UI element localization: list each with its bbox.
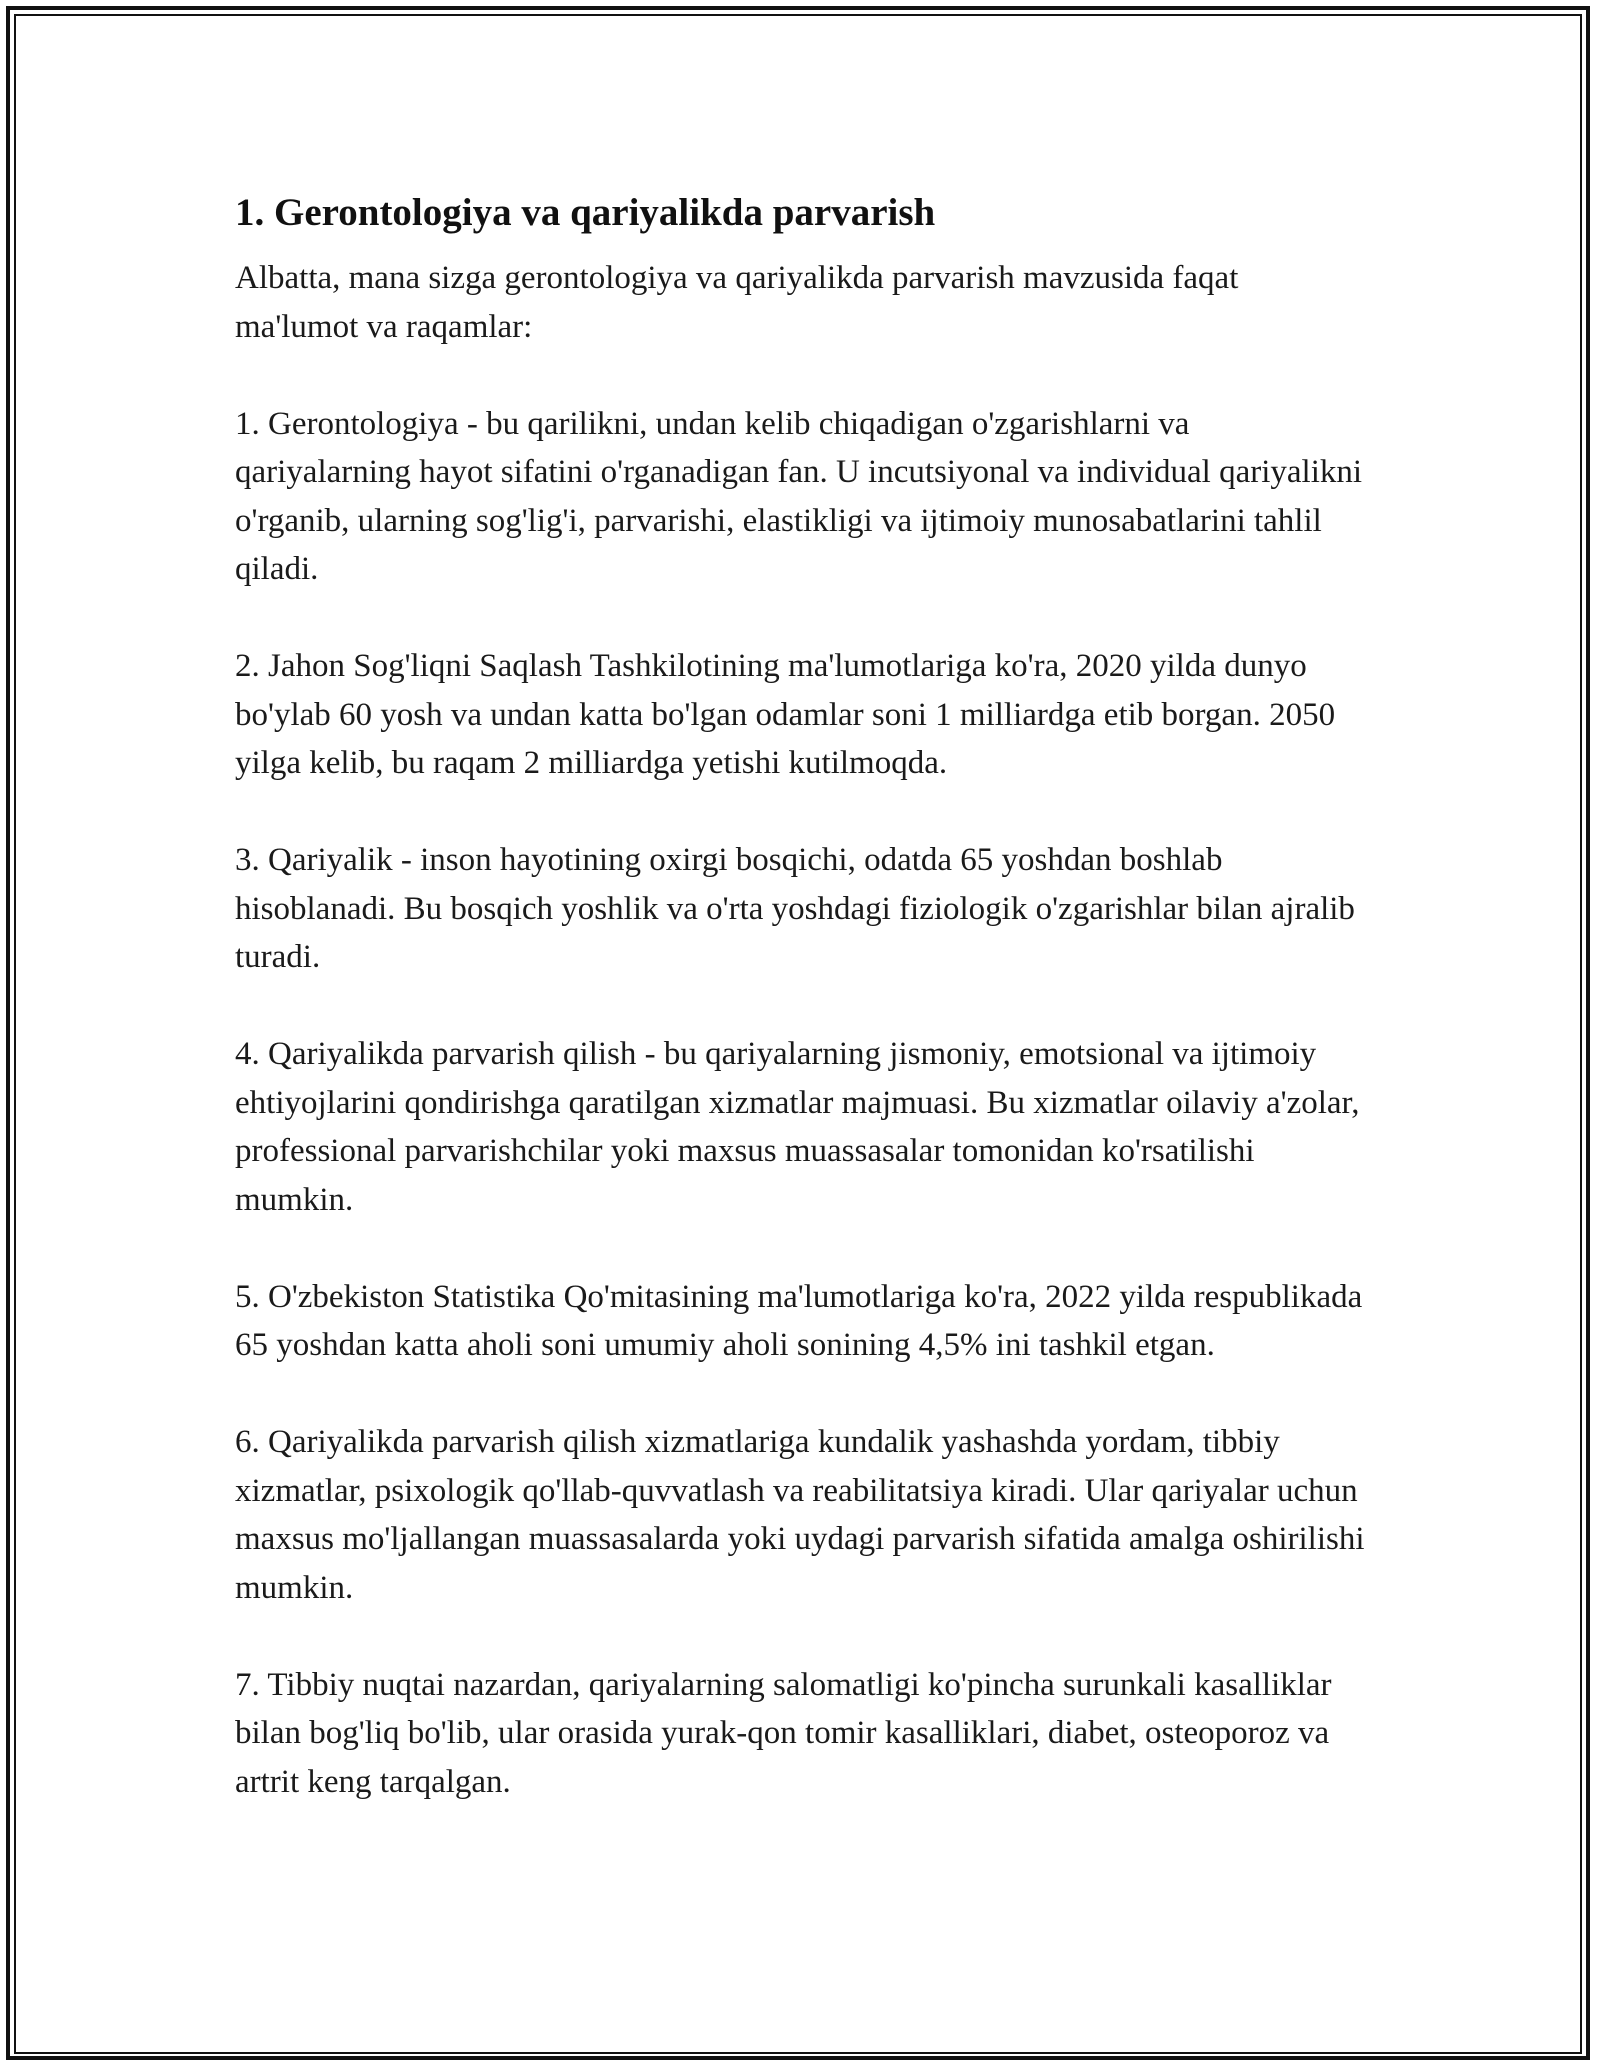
document-body <box>235 186 1365 1855</box>
list-item-7: 7. Tibbiy nuqtai nazardan, qariyalarning salomatligi ko'pincha surunkali kasalliklar bilan bog'liq bo'lib, ular orasida yurak-qon tomir kasalliklari, diabet, osteoporoz va artrit keng tarqalgan. <box>235 1666 1332 1800</box>
intro-paragraph: Albatta, mana sizga gerontologiya va qariyalikda parvarish mavzusida faqat ma'lumot va raqamlar: <box>235 260 1239 345</box>
list-item-5: 5. O'zbekiston Statistika Qo'mitasining ma'lumotlariga ko'ra, 2022 yilda respublikada 65 yoshdan katta aholi soni umumiy aholi sonining 4,5% ini tashkil etgan. <box>235 1278 1363 1363</box>
list-item-6: 6. Qariyalikda parvarish qilish xizmatlariga kundalik yashashda yordam, tibbiy xizmatlar, psixologik qo'llab-quvvatlash va reabilitatsiya kiradi. Ular qariyalar uchun maxsus mo'ljallangan muassasalarda yoki uydagi parvarish sifatida amalga oshirilishi mumkin. <box>235 1424 1365 1606</box>
list-item-3: 3. Qariyalik - inson hayotining oxirgi bosqichi, odatda 65 yoshdan boshlab hisoblanadi. Bu bosqich yoshlik va o'rta yoshdagi fiziologik o'zgarishlar bilan ajralib turadi. <box>235 842 1355 975</box>
document-title: 1. Gerontologiya va qariyalikda parvarish <box>235 191 936 234</box>
list-item-4: 4. Qariyalikda parvarish qilish - bu qariyalarning jismoniy, emotsional va ijtimoiy ehtiyojlarini qondirishga qaratilgan xizmatlar majmuasi. Bu xizmatlar oilaviy a'zolar, professional parvarishchilar yoki maxsus muassasalar tomonidan ko'rsatilishi mumkin. <box>235 1036 1360 1218</box>
list-item-1: 1. Gerontologiya - bu qarilikni, undan kelib chiqadigan o'zgarishlarni va qariyalarning hayot sifatini o'rganadigan fan. U incutsiyonal va individual qariyalikni o'rganib, ularning sog'lig'i, parvarishi, elastikligi va ijtimoiy munosabatlarini tahlil qiladi. <box>235 405 1363 587</box>
list-item-2: 2. Jahon Sog'liqni Saqlash Tashkilotining ma'lumotlariga ko'ra, 2020 yilda dunyo bo'ylab 60 yosh va undan katta bo'lgan odamlar soni 1 milliardga etib borgan. 2050 yilga kelib, bu raqam 2 milliardga yetishi kutilmoqda. <box>235 648 1336 781</box>
